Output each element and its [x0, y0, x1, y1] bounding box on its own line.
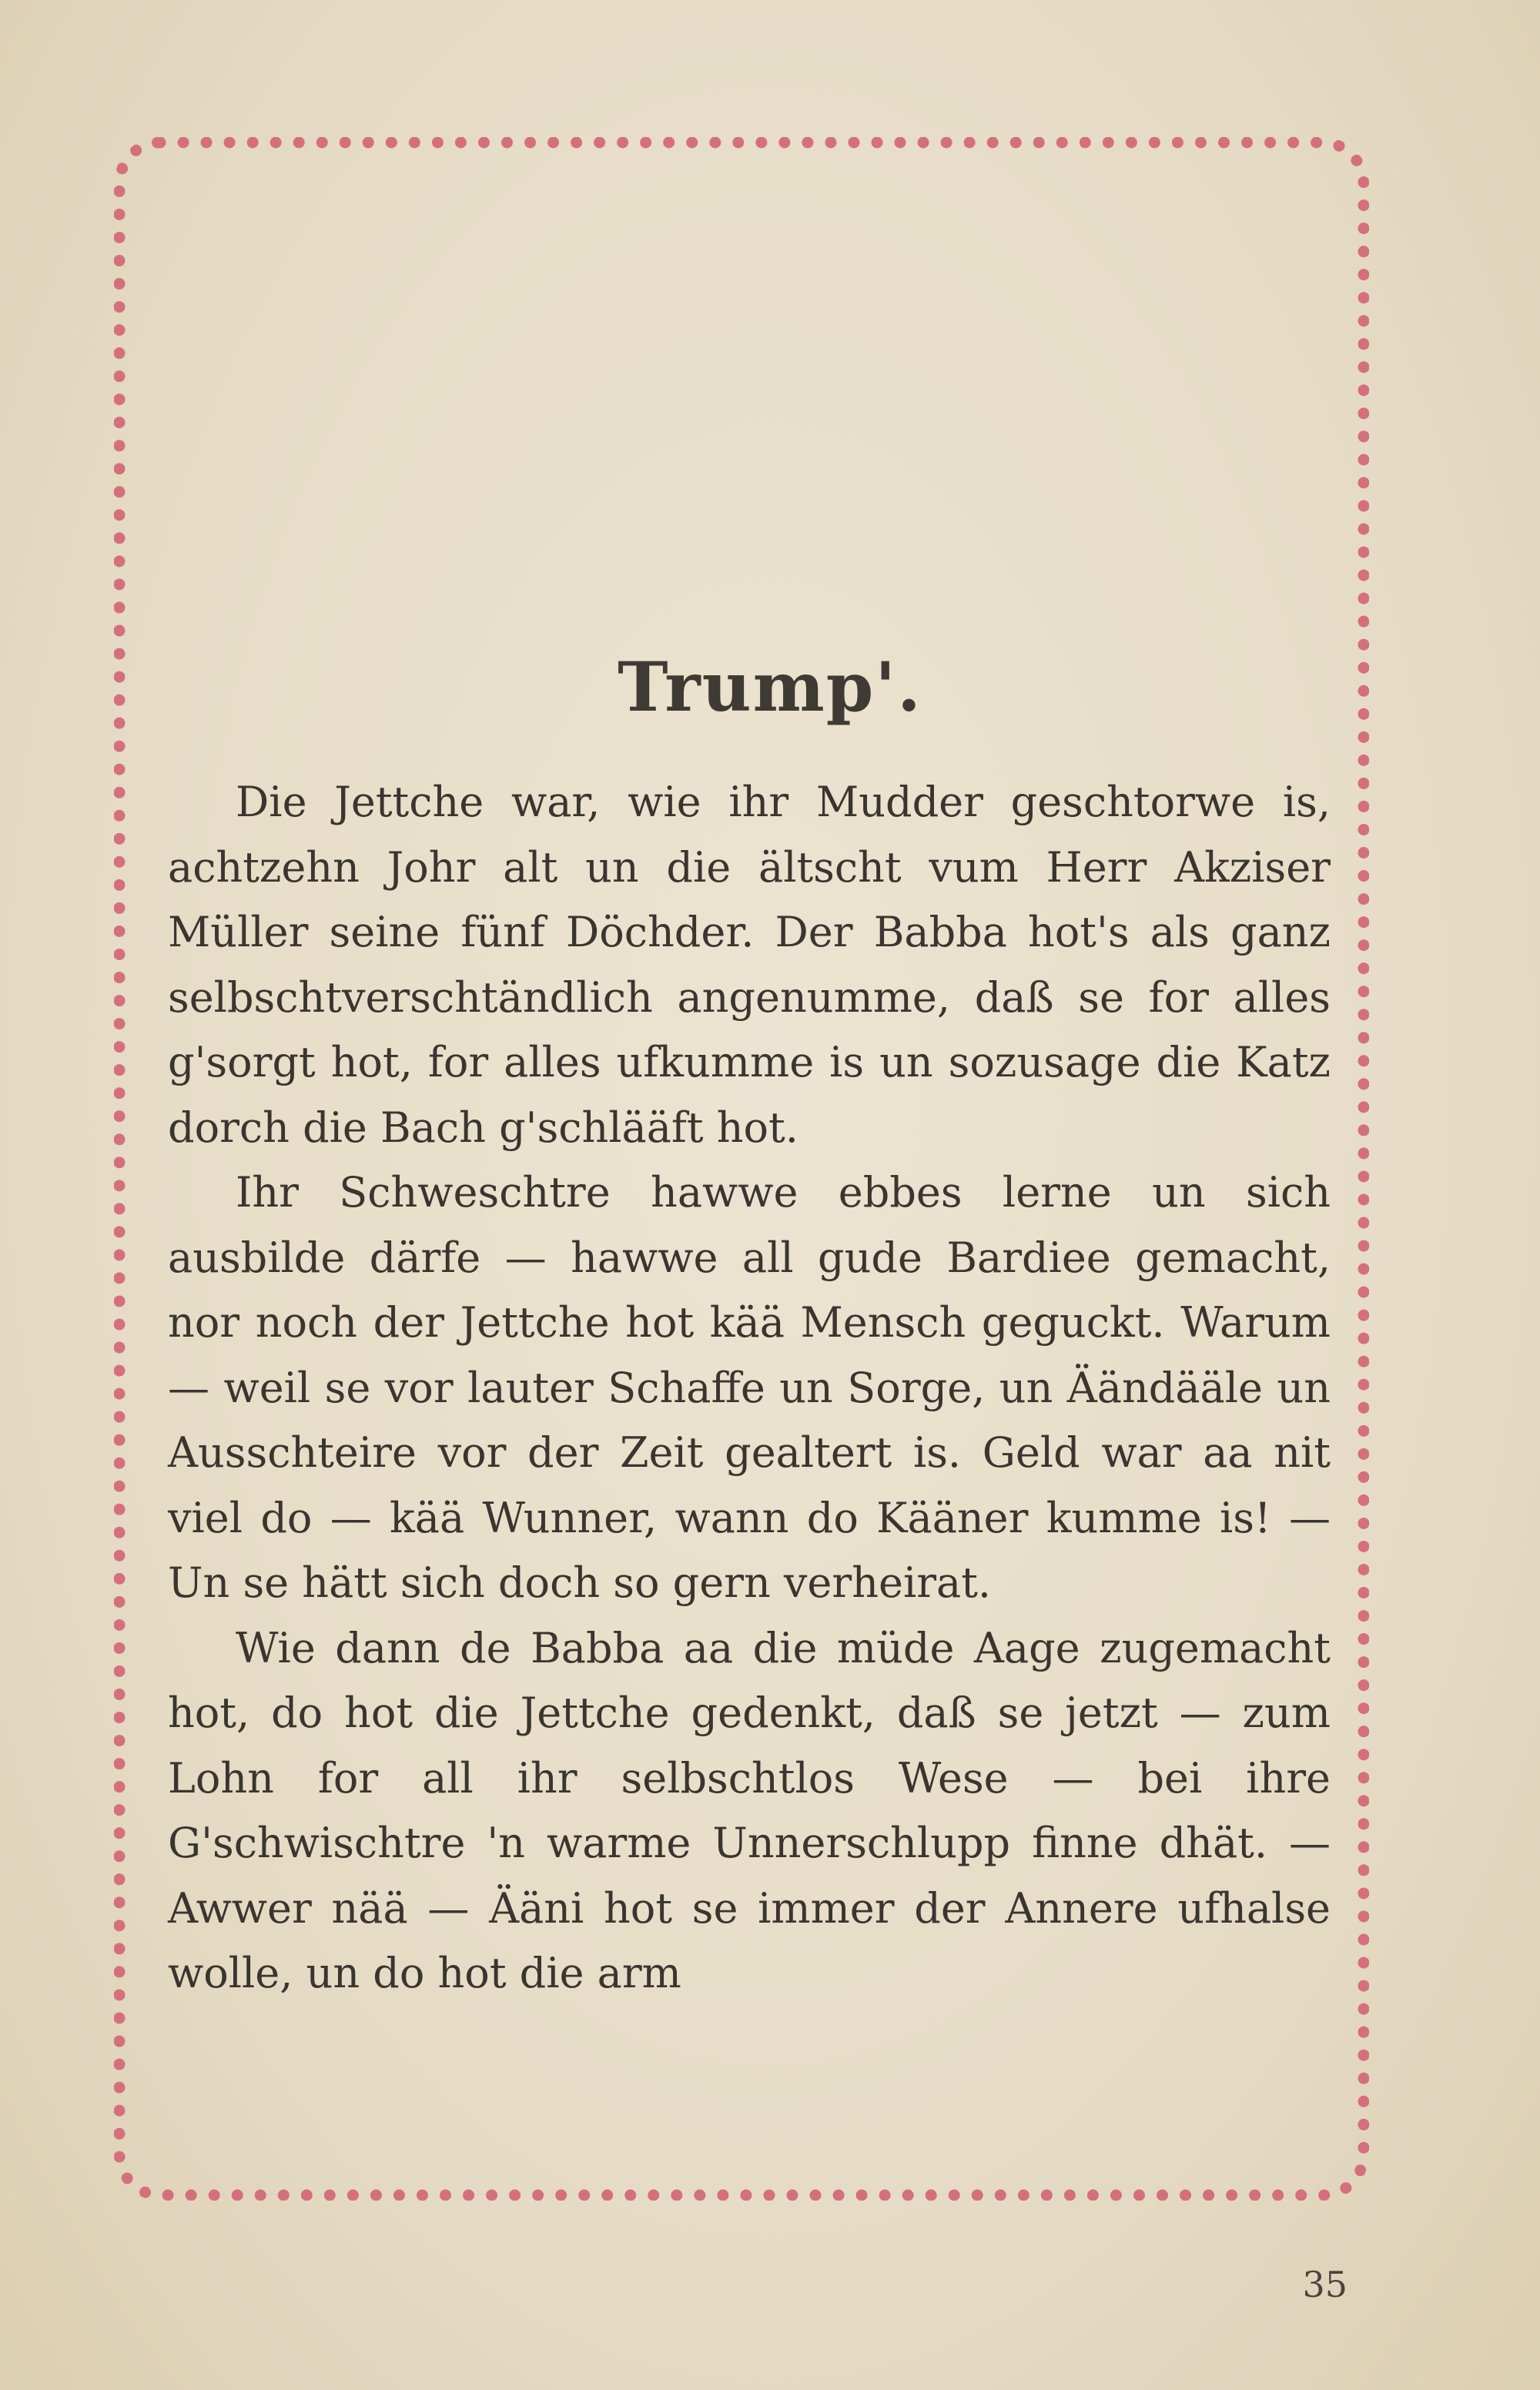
body-text: [168, 770, 1331, 2007]
page-number: 35: [1302, 2264, 1348, 2305]
paragraph-1: Die Jettche war, wie ihr Mudder geschtorwe is, achtzehn Johr alt un die ältscht vum Herr Akziser Müller seine fünf Döchder. Der Babba hot's als ganz selbschtverschtändlich angenumme, daß se for alles g'sorgt hot, for alles ufkumme is un sozusage die Katz dorch die Bach g'schlääft hot.: [168, 778, 1331, 1152]
chapter-title: Trump'.: [618, 647, 922, 727]
paragraph-3: Wie dann de Babba aa die müde Aage zugemacht hot, do hot die Jettche gedenkt, daß se jetzt — zum Lohn for all ihr selbschtlos Wese — bei ihre G'schwischtre 'n warme Unnerschlupp finne dhät. — Awwer nää — Ääni hot se immer der Annere ufhalse wolle, un do hot die arm: [168, 1623, 1331, 1997]
paragraph-2: Ihr Schweschtre hawwe ebbes lerne un sich ausbilde därfe — hawwe all gude Bardiee gemacht, nor noch der Jettche hot kää Mensch geguckt. Warum — weil se vor lauter Schaffe un Sorge, un Äändääle un Ausschteire vor der Zeit gealtert is. Geld war aa nit viel do — kää Wunner, wann do Kääner kumme is! — Un se hätt sich doch so gern verheirat.: [168, 1168, 1331, 1607]
